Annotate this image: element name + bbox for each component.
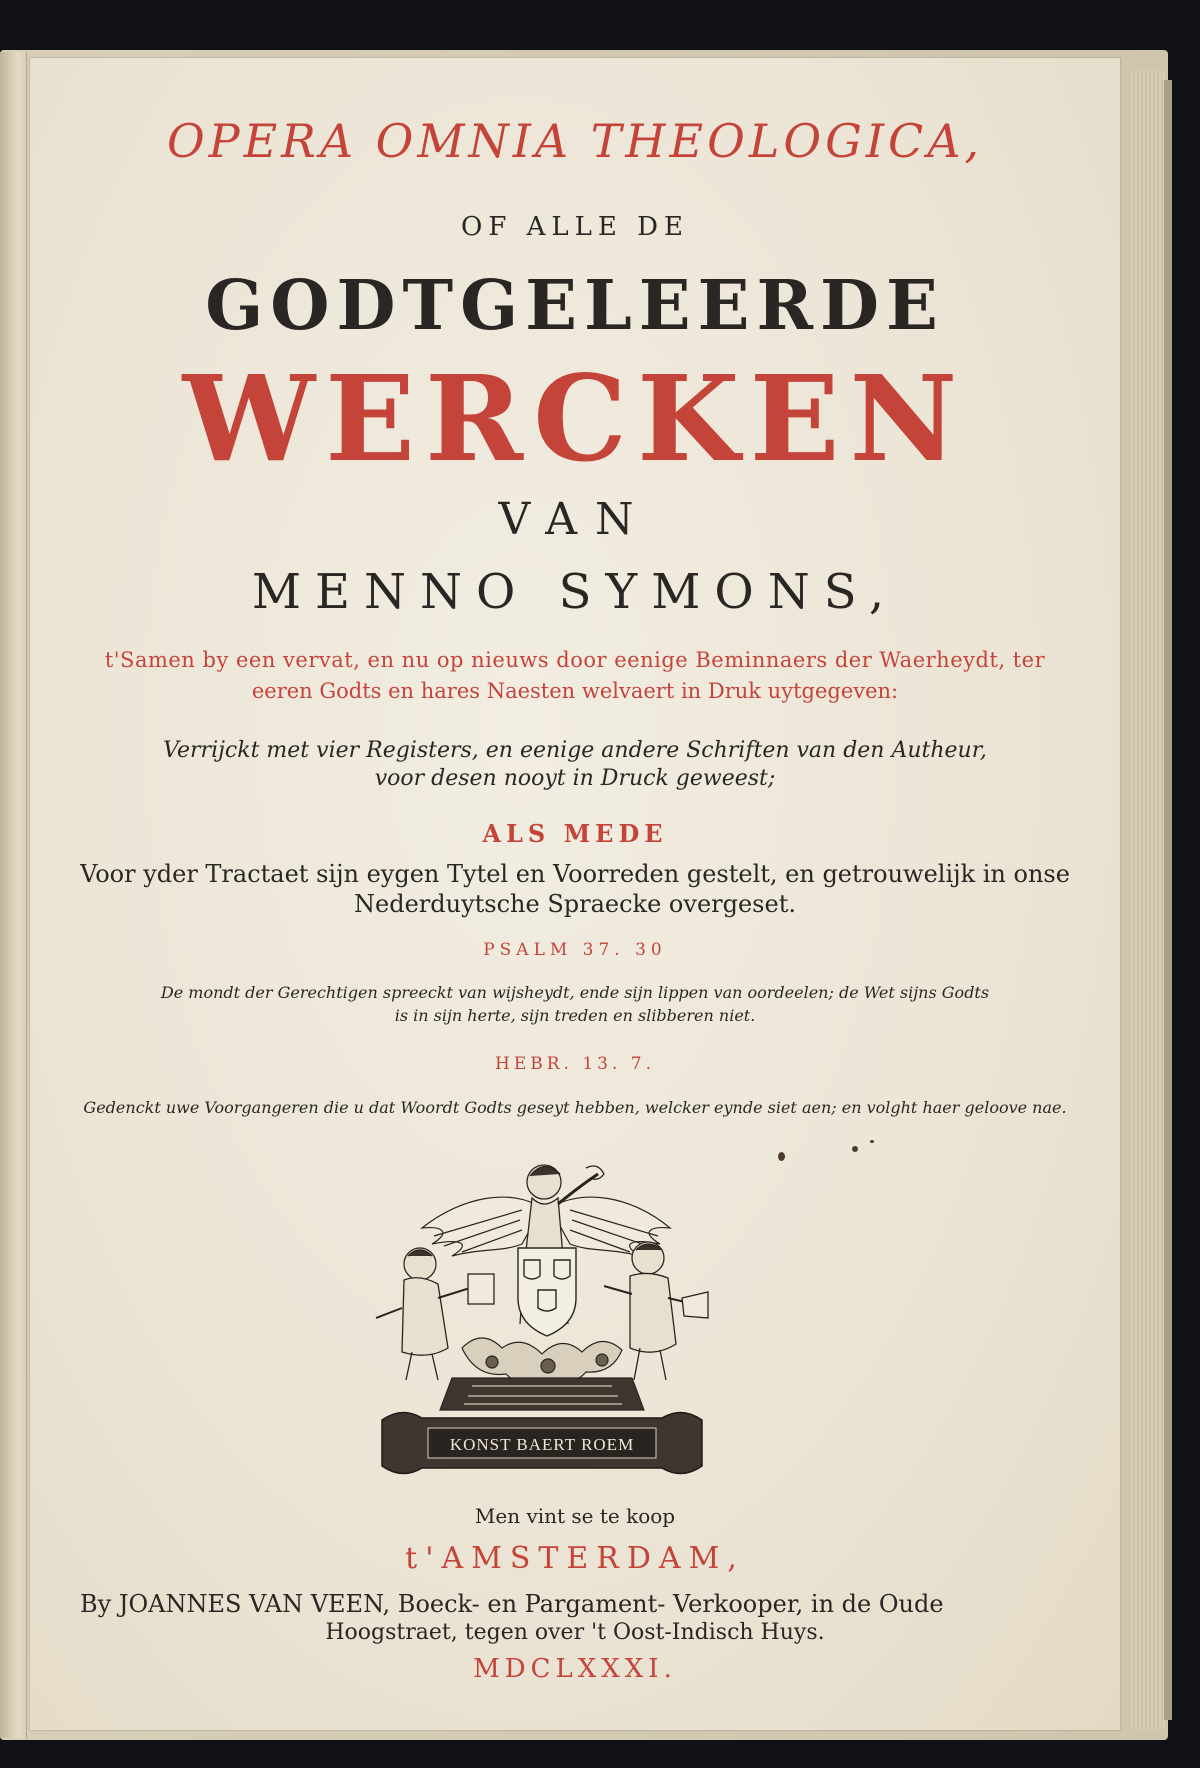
foliage-decoration	[440, 1338, 644, 1410]
right-cherub	[604, 1242, 708, 1380]
publisher-line-2: Hoogstraet, tegen over 't Oost-Indisch Huys.	[325, 1620, 825, 1645]
tractaet-line-1: Voor yder Tractaet sijn eygen Tytel en Voorreden gestelt, en getrouwelijk in onse	[80, 860, 1070, 888]
hebrews-reference: HEBR. 13. 7.	[495, 1054, 655, 1074]
psalm-text-2: is in sijn herte, sijn treden en slibberen niet.	[394, 1006, 756, 1025]
of-alle-de: OF ALLE DE	[461, 212, 689, 242]
page-stack-edge	[1130, 70, 1166, 1730]
page-stack-shadow	[1164, 80, 1172, 1720]
collected-line-1: t'Samen by een vervat, en nu op nieuws door eenige Beminnaers der Waerheydt, ter	[104, 648, 1046, 672]
author-name: MENNO SYMONS,	[251, 564, 899, 620]
hebrews-text: Gedenckt uwe Voorgangeren die u dat Woordt Godts geseyt hebben, welcker eynde siet aen; en volght haer geloove nae.	[83, 1098, 1067, 1117]
coat-of-arms-shield	[518, 1248, 576, 1336]
psalm-text-1: De mondt der Gerechtigen spreeckt van wijsheydt, ende sijn lippen van oordeelen; de Wet sijns Godts	[160, 983, 990, 1002]
printers-device-woodcut	[372, 1148, 712, 1486]
als-mede-heading: ALS MEDE	[482, 819, 668, 848]
city-line: t'AMSTERDAM,	[405, 1541, 745, 1576]
publication-year: MDCLXXXI.	[473, 1654, 677, 1684]
men-vint-line: Men vint se te koop	[474, 1504, 676, 1528]
latin-title: OPERA OMNIA THEOLOGICA,	[166, 114, 984, 168]
ink-spot	[852, 1146, 858, 1152]
enriched-line-2: voor desen nooyt in Druck geweest;	[374, 766, 776, 791]
publisher-line-1: By JOANNES VAN VEEN, Boeck- en Pargament- Verkooper, in de Oude	[80, 1590, 944, 1618]
device-motto: KONST BAERT ROEM	[449, 1435, 635, 1454]
enriched-line-1: Verrijckt met vier Registers, en eenige andere Schriften van den Autheur,	[163, 738, 987, 763]
left-page-edge	[0, 52, 27, 1738]
godtgeleerde-heading: GODTGELEERDE	[205, 266, 945, 346]
ink-spot	[870, 1140, 874, 1143]
psalm-reference: PSALM 37. 30	[483, 940, 667, 960]
ink-spot	[778, 1152, 785, 1161]
collected-line-2: eeren Godts en hares Naesten welvaert in Druk uytgegeven:	[251, 679, 899, 703]
wercken-heading: WERCKEN	[182, 349, 968, 488]
tractaet-line-2: Nederduytsche Spraecke overgeset.	[354, 890, 796, 918]
van-word: VAN	[498, 494, 652, 545]
wing-left	[422, 1197, 542, 1256]
motto-cartouche	[382, 1412, 702, 1473]
